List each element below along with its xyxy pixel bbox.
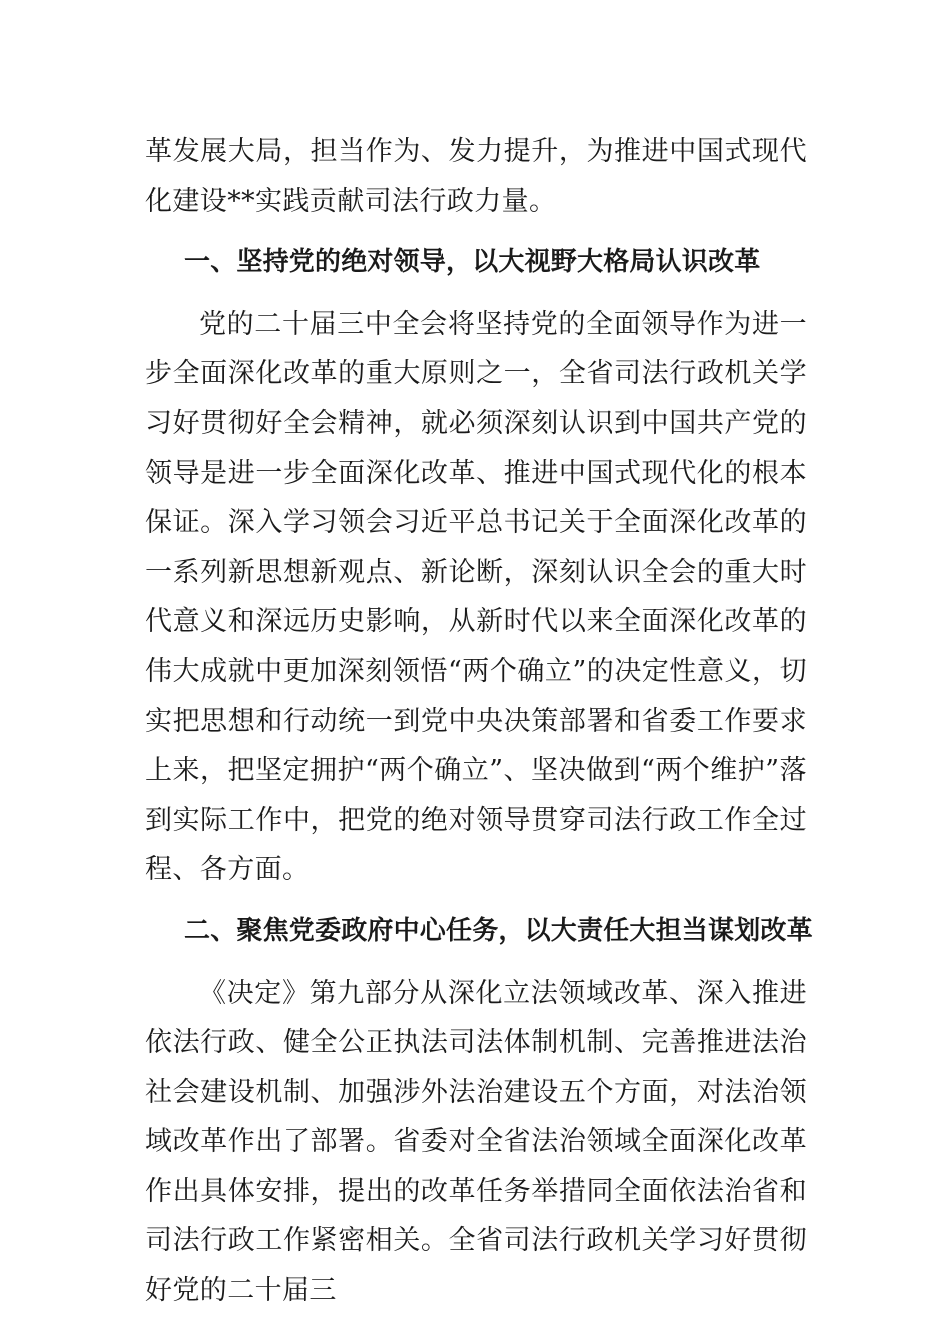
section-heading-2: 二、聚焦党委政府中心任务，以大责任大担当谋划改革 <box>184 915 813 946</box>
paragraph-continuation: 革发展大局，担当作为、发力提升，为推进中国式现代化建设**实践贡献司法行政力量。 <box>145 136 807 217</box>
spacer <box>145 957 807 969</box>
spacer <box>145 895 807 907</box>
document-body <box>145 127 813 1316</box>
paragraph-section-2: 《决定》第九部分从深化立法领域改革、深入推进依法行政、健全公正执法司法体制机制、完善推进法治社会建设机制、加强涉外法治建设五个方面，对法治领域改革作出了部署。省委对全省法治领域全面深化改革作出具体安排，提出的改革任务举措同全面依法治省和司法行政工作紧密相关。全省司法行政机关学习好贯彻好党的二十届三 <box>145 977 807 1307</box>
spacer <box>145 226 807 238</box>
section-heading-1: 一、坚持党的绝对领导，以大视野大格局认识改革 <box>184 247 761 278</box>
spacer <box>145 288 807 300</box>
paragraph-section-1: 党的二十届三中全会将坚持党的全面领导作为进一步全面深化改革的重大原则之一，全省司法行政机关学习好贯彻好全会精神，就必须深刻认识到中国共产党的领导是进一步全面深化改革、推进中国式现代化的根本保证。深入学习领会习近平总书记关于全面深化改革的一系列新思想新观点、新论断，深刻认识全会的重大时代意义和深远历史影响，从新时代以来全面深化改革的伟大成就中更加深刻领悟“两个确立”的决定性意义，切实把思想和行动统一到党中央决策部署和省委工作要求上来，把坚定拥护“两个确立”、坚决做到“两个维护”落到实际工作中，把党的绝对领导贯穿司法行政工作全过程、各方面。 <box>145 308 807 886</box>
